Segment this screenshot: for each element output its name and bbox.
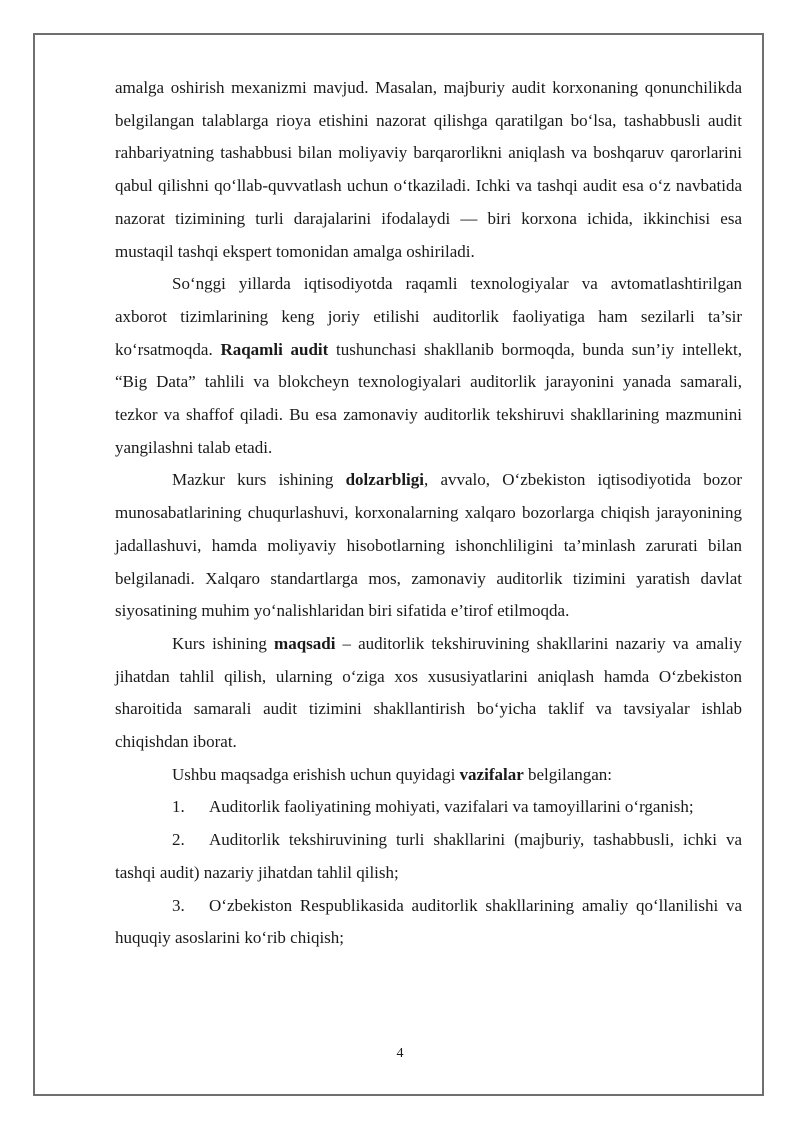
list-text: Auditorlik faoliyatining mohiyati, vazifalari va tamoyillarini o‘rganish; bbox=[209, 797, 694, 817]
page-number: 4 bbox=[396, 1046, 404, 1061]
paragraph-3-text-b: , avvalo, O‘zbekiston iqtisodiyotida bozor munosabatlarining chuqurlashuvi, korxonalarning xalqaro bozorlarga chiqish jarayonining jadallashuvi, hamda moliyaviy hisobotlarning ishonchliligini ta’minlash zarurati bilan belgilanadi. Xalqaro standartlarga mos, zamonaviy auditorlik tizimini yaratish davlat siyosatining muhim yo‘nalishlaridan biri sifatida e’tirof etilmoqda. bbox=[115, 470, 742, 621]
paragraph-2 bbox=[115, 268, 742, 464]
term-relevance: dolzarbligi bbox=[345, 470, 424, 490]
list-number: 2. bbox=[172, 830, 185, 850]
term-goal: maqsadi bbox=[274, 633, 336, 653]
paragraph-goal bbox=[115, 628, 742, 759]
paragraph-4-text-a: Kurs ishining bbox=[172, 633, 275, 653]
document-body bbox=[115, 72, 742, 955]
paragraph-5-text-b: belgilangan: bbox=[523, 764, 613, 784]
paragraph-5-text-a: Ushbu maqsadga erishish uchun quyidagi bbox=[172, 764, 460, 784]
list-text: O‘zbekiston Respublikasida auditorlik shakllarining amaliy qo‘llanilishi va huquqiy asoslarini ko‘rib chiqish; bbox=[115, 895, 742, 948]
paragraph-2-text-a: So‘nggi yillarda iqtisodiyotda raqamli texnologiyalar va avtomatlashtirilgan axborot tizimlarining keng joriy etilishi auditorlik faoliyatiga ham sezilarli ta’sir ko‘rsatmoqda. bbox=[115, 274, 742, 359]
list-number: 1. bbox=[172, 797, 185, 817]
paragraph-tasks-intro bbox=[115, 759, 742, 792]
paragraph-relevance bbox=[115, 464, 742, 628]
paragraph-2-text-b: tushunchasi shakllanib bormoqda, bunda sun’iy intellekt, “Big Data” tahlili va blokcheyn texnologiyalari auditorlik jarayonini yanada samarali, tezkor va shaffof qiladi. Bu esa zamonaviy auditorlik tekshiruvi shakllarining mazmunini yangilashni talab etadi. bbox=[115, 339, 742, 457]
list-item bbox=[115, 791, 742, 824]
paragraph-4-text-b: – auditorlik tekshiruvining shakllarini nazariy va amaliy jihatdan tahlil qilish, ularning o‘ziga xos xususiyatlarini aniqlash hamda O‘zbekiston sharoitida samarali audit tizimini shakllantirish bo‘yicha taklif va tavsiyalar ishlab chiqishdan iborat. bbox=[115, 633, 742, 752]
paragraph-3-text-a: Mazkur kurs ishining bbox=[172, 470, 346, 490]
list-number: 3. bbox=[172, 895, 185, 915]
list-item bbox=[115, 890, 742, 955]
list-text: Auditorlik tekshiruvining turli shakllarini (majburiy, tashabbusli, ichki va tashqi audit) nazariy jihatdan tahlil qilish; bbox=[115, 830, 742, 882]
list-item bbox=[115, 824, 742, 889]
term-digital-audit: Raqamli audit bbox=[220, 339, 329, 359]
paragraph-1: amalga oshirish mexanizmi mavjud. Masalan, majburiy audit korxonaning qonunchilikda belgilangan talablarga rioya etishini nazorat qilishga qaratilgan bo‘lsa, tashabbusli audit rahbariyatning tashabbusi bilan moliyaviy barqarorlikni aniqlash va boshqaruv qarorlarini qabul qilishni qo‘llab-quvvatlash uchun o‘tkaziladi. Ichki va tashqi audit esa o‘z navbatida nazorat tizimining turli darajalarini ifodalaydi — biri korxona ichida, ikkinchisi esa mustaqil tashqi ekspert tomonidan amalga oshiriladi. bbox=[115, 78, 742, 261]
term-tasks: vazifalar bbox=[459, 764, 524, 784]
